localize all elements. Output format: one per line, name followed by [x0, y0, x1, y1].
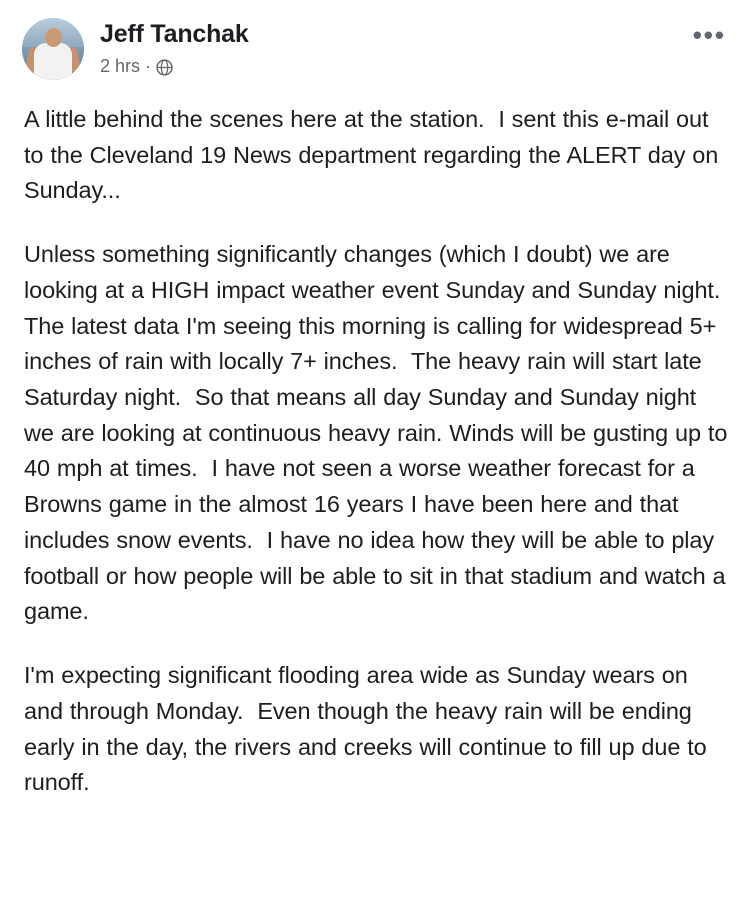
avatar-head [45, 28, 62, 47]
globe-icon[interactable] [156, 59, 173, 76]
post-meta [100, 56, 249, 77]
post-paragraph: A little behind the scenes here at the station. I sent this e-mail out to the Cleveland 19 News department regarding the ALERT day on Sunday... [24, 106, 726, 204]
post-paragraph: I'm expecting significant flooding area wide as Sunday wears on and through Monday. Even though the heavy rain will be ending early in the day, the rivers and creeks will continue to fill up due to runoff. [24, 662, 714, 796]
author-name[interactable]: Jeff Tanchak [100, 20, 249, 48]
avatar[interactable] [22, 18, 84, 80]
avatar-body [34, 43, 72, 80]
post-author-block [100, 18, 249, 77]
post-header [0, 0, 750, 80]
post-body [0, 80, 750, 801]
post-paragraph: Unless something significantly changes (which I doubt) we are looking at a HIGH impact weather event Sunday and Sunday night. The latest data I'm seeing this morning is calling for widespread 5+ inches of rain with locally 7+ inches. The heavy rain will start late Saturday night. So that means all day Sunday and Sunday night we are looking at continuous heavy rain. Winds will be gusting up to 40 mph at times. I have not seen a worse weather forecast for a Browns game in the almost 16 years I have been here and that includes snow events. I have no idea how they will be able to play football or how people will be able to sit in that stadium and watch a game. [24, 241, 735, 625]
meta-separator: · [145, 55, 152, 76]
post-timestamp[interactable]: 2 hrs [100, 55, 141, 76]
post-options-button[interactable]: ••• [692, 20, 726, 50]
